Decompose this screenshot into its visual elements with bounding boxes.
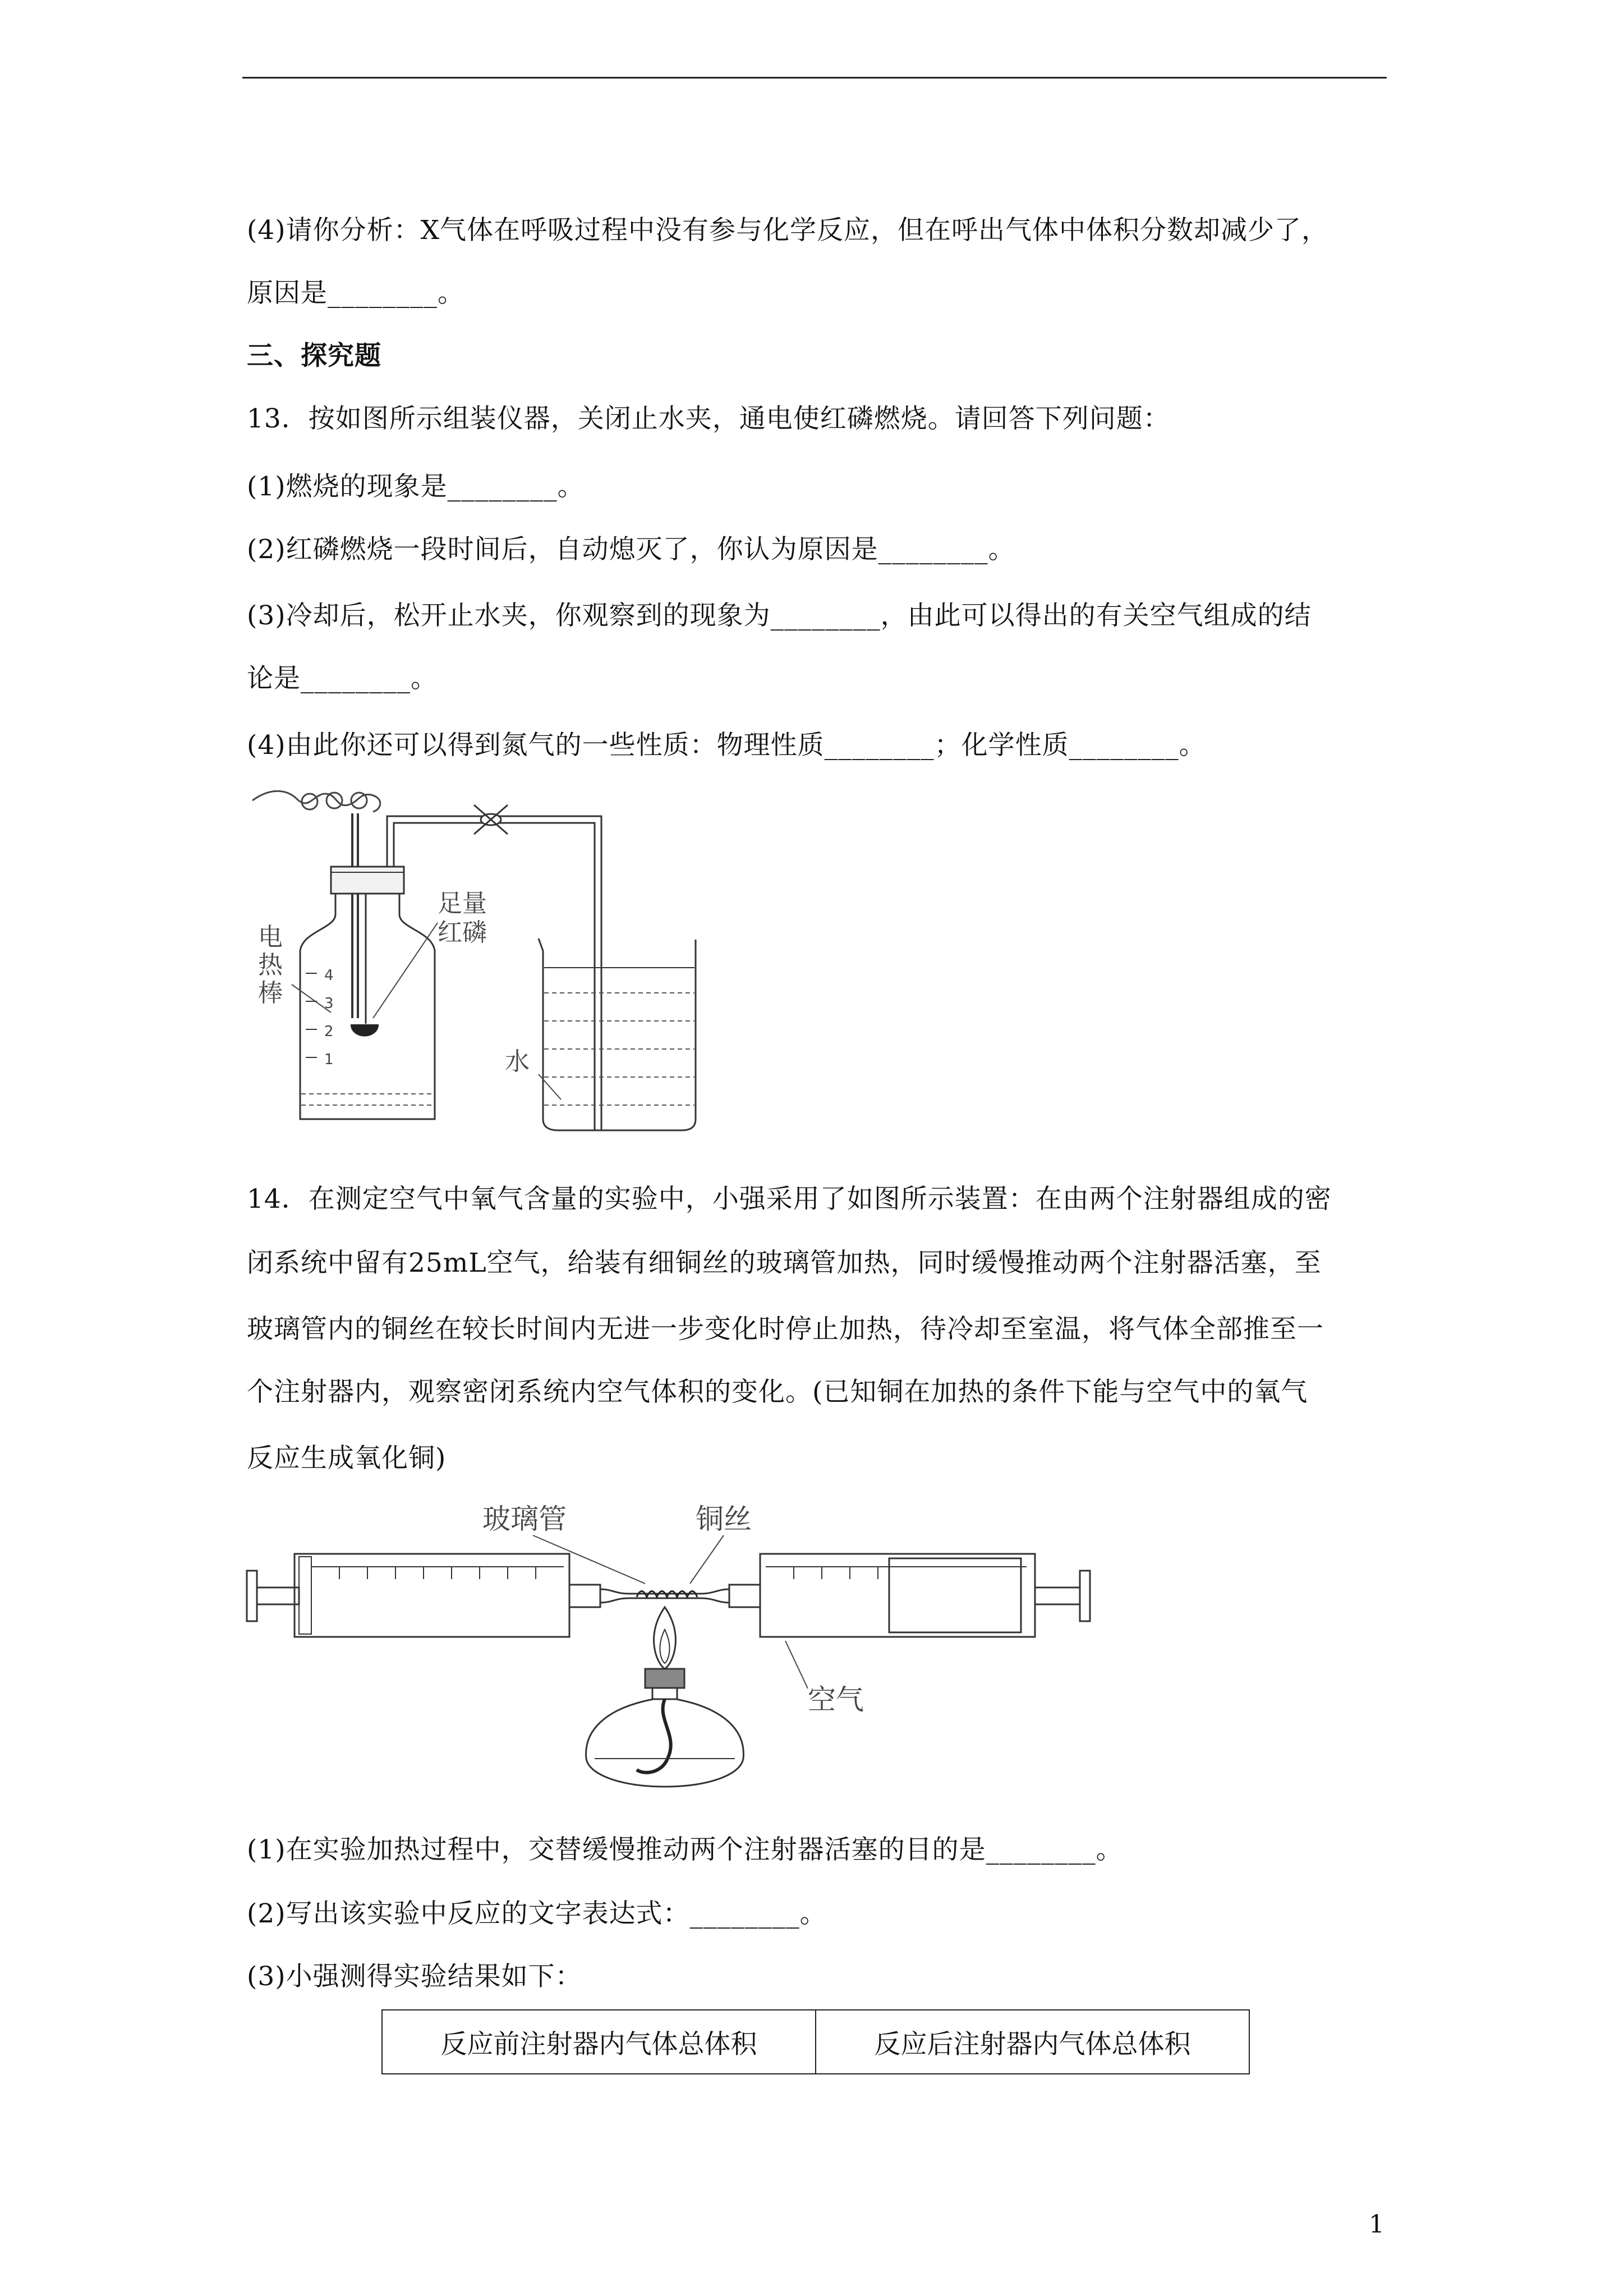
q14-stem-line3: 玻璃管内的铜丝在较长时间内无进一步变化时停止加热，待冷却至室温，将气体全部推至一 [247,1314,1324,1345]
table-header-row [382,2010,1249,2074]
scale-mark: 4 [324,967,334,984]
q12-part4-line1: (4)请你分析：X气体在呼吸过程中没有参与化学反应，但在呼出气体中体积分数却减少了， [247,215,1329,246]
q13-part3-line1: (3)冷却后，松开止水夹，你观察到的现象为________，由此可以得出的有关空气组成的结 [247,600,1312,631]
right-plunger [889,1558,1021,1632]
q13-part2: (2)红磷燃烧一段时间后，自动熄灭了，你认为原因是________。 [247,534,1015,565]
gas-bottle [300,894,435,1119]
q14-stem-line1: 14．在测定空气中氧气含量的实验中，小强采用了如图所示装置：在由两个注射器组成的密 [247,1184,1332,1214]
q14-part3: (3)小强测得实验结果如下： [247,1961,582,1992]
q14-stem-line4: 个注射器内，观察密闭系统内空气体积的变化。(已知铜在加热的条件下能与空气中的氧气 [247,1377,1308,1407]
q13-apparatus-figure [247,783,707,1153]
flame-icon [654,1607,676,1669]
wire-coil-icon [326,793,342,808]
page-number: 1 [1369,2210,1384,2239]
heater-label: 电 [258,923,283,951]
table-header-after: 反应后注射器内气体总体积 [816,2010,1249,2074]
table-header-before: 反应前注射器内气体总体积 [382,2010,816,2074]
wire-coil-icon [351,793,367,808]
phosphorus-pointer [373,923,438,1018]
q14-part2: (2)写出该实验中反应的文字表达式：________。 [247,1898,827,1929]
heater-label: 热 [258,951,283,979]
q14-part1: (1)在实验加热过程中，交替缓慢推动两个注射器活塞的目的是________。 [247,1834,1123,1865]
heater-label: 棒 [258,979,283,1007]
q13-stem: 13．按如图所示组装仪器，关闭止水夹，通电使红磷燃烧。请回答下列问题： [247,403,1170,434]
q13-part1: (1)燃烧的现象是________。 [247,471,585,502]
scale-mark: 2 [324,1023,334,1040]
copper-wire-pointer [690,1535,724,1584]
alcohol-lamp [586,1699,744,1787]
air-label: 空气 [808,1683,864,1716]
water-pointer [539,1074,561,1099]
section-heading: 三、探究题 [247,341,381,371]
syringe-drawing [241,1495,1139,1809]
apparatus-drawing [247,783,707,1153]
results-table [381,2009,1250,2074]
q13-part3-line2: 论是________。 [247,663,438,694]
q14-stem-line5: 反应生成氧化铜) [247,1443,447,1474]
air-pointer [785,1641,808,1688]
red-phosphorus [351,1025,378,1036]
phosphorus-label: 足量 [438,889,487,918]
scale-mark: 1 [324,1051,334,1068]
lamp-cap [645,1669,684,1688]
rubber-stopper [331,867,404,894]
q14-stem-line2: 闭系统中留有25mL空气，给装有细铜丝的玻璃管加热，同时缓慢推动两个注射器活塞，至 [247,1248,1322,1278]
phosphorus-label: 红磷 [438,918,487,947]
glass-tube-pointer [533,1535,645,1584]
q12-part4-line2: 原因是________。 [247,278,464,309]
connecting-tube [387,816,601,1130]
q13-part4: (4)由此你还可以得到氮气的一些性质：物理性质________；化学性质________。 [247,730,1206,761]
header-rule [242,77,1387,79]
right-plunger-handle [1080,1571,1090,1621]
glass-tube-label: 玻璃管 [482,1503,567,1535]
copper-wire-label: 铜丝 [696,1503,752,1535]
left-plunger-handle [247,1571,257,1621]
water-label: 水 [505,1047,530,1076]
scale-mark: 3 [324,995,334,1012]
q14-syringe-figure [241,1495,1139,1809]
lamp-wick [637,1699,671,1773]
